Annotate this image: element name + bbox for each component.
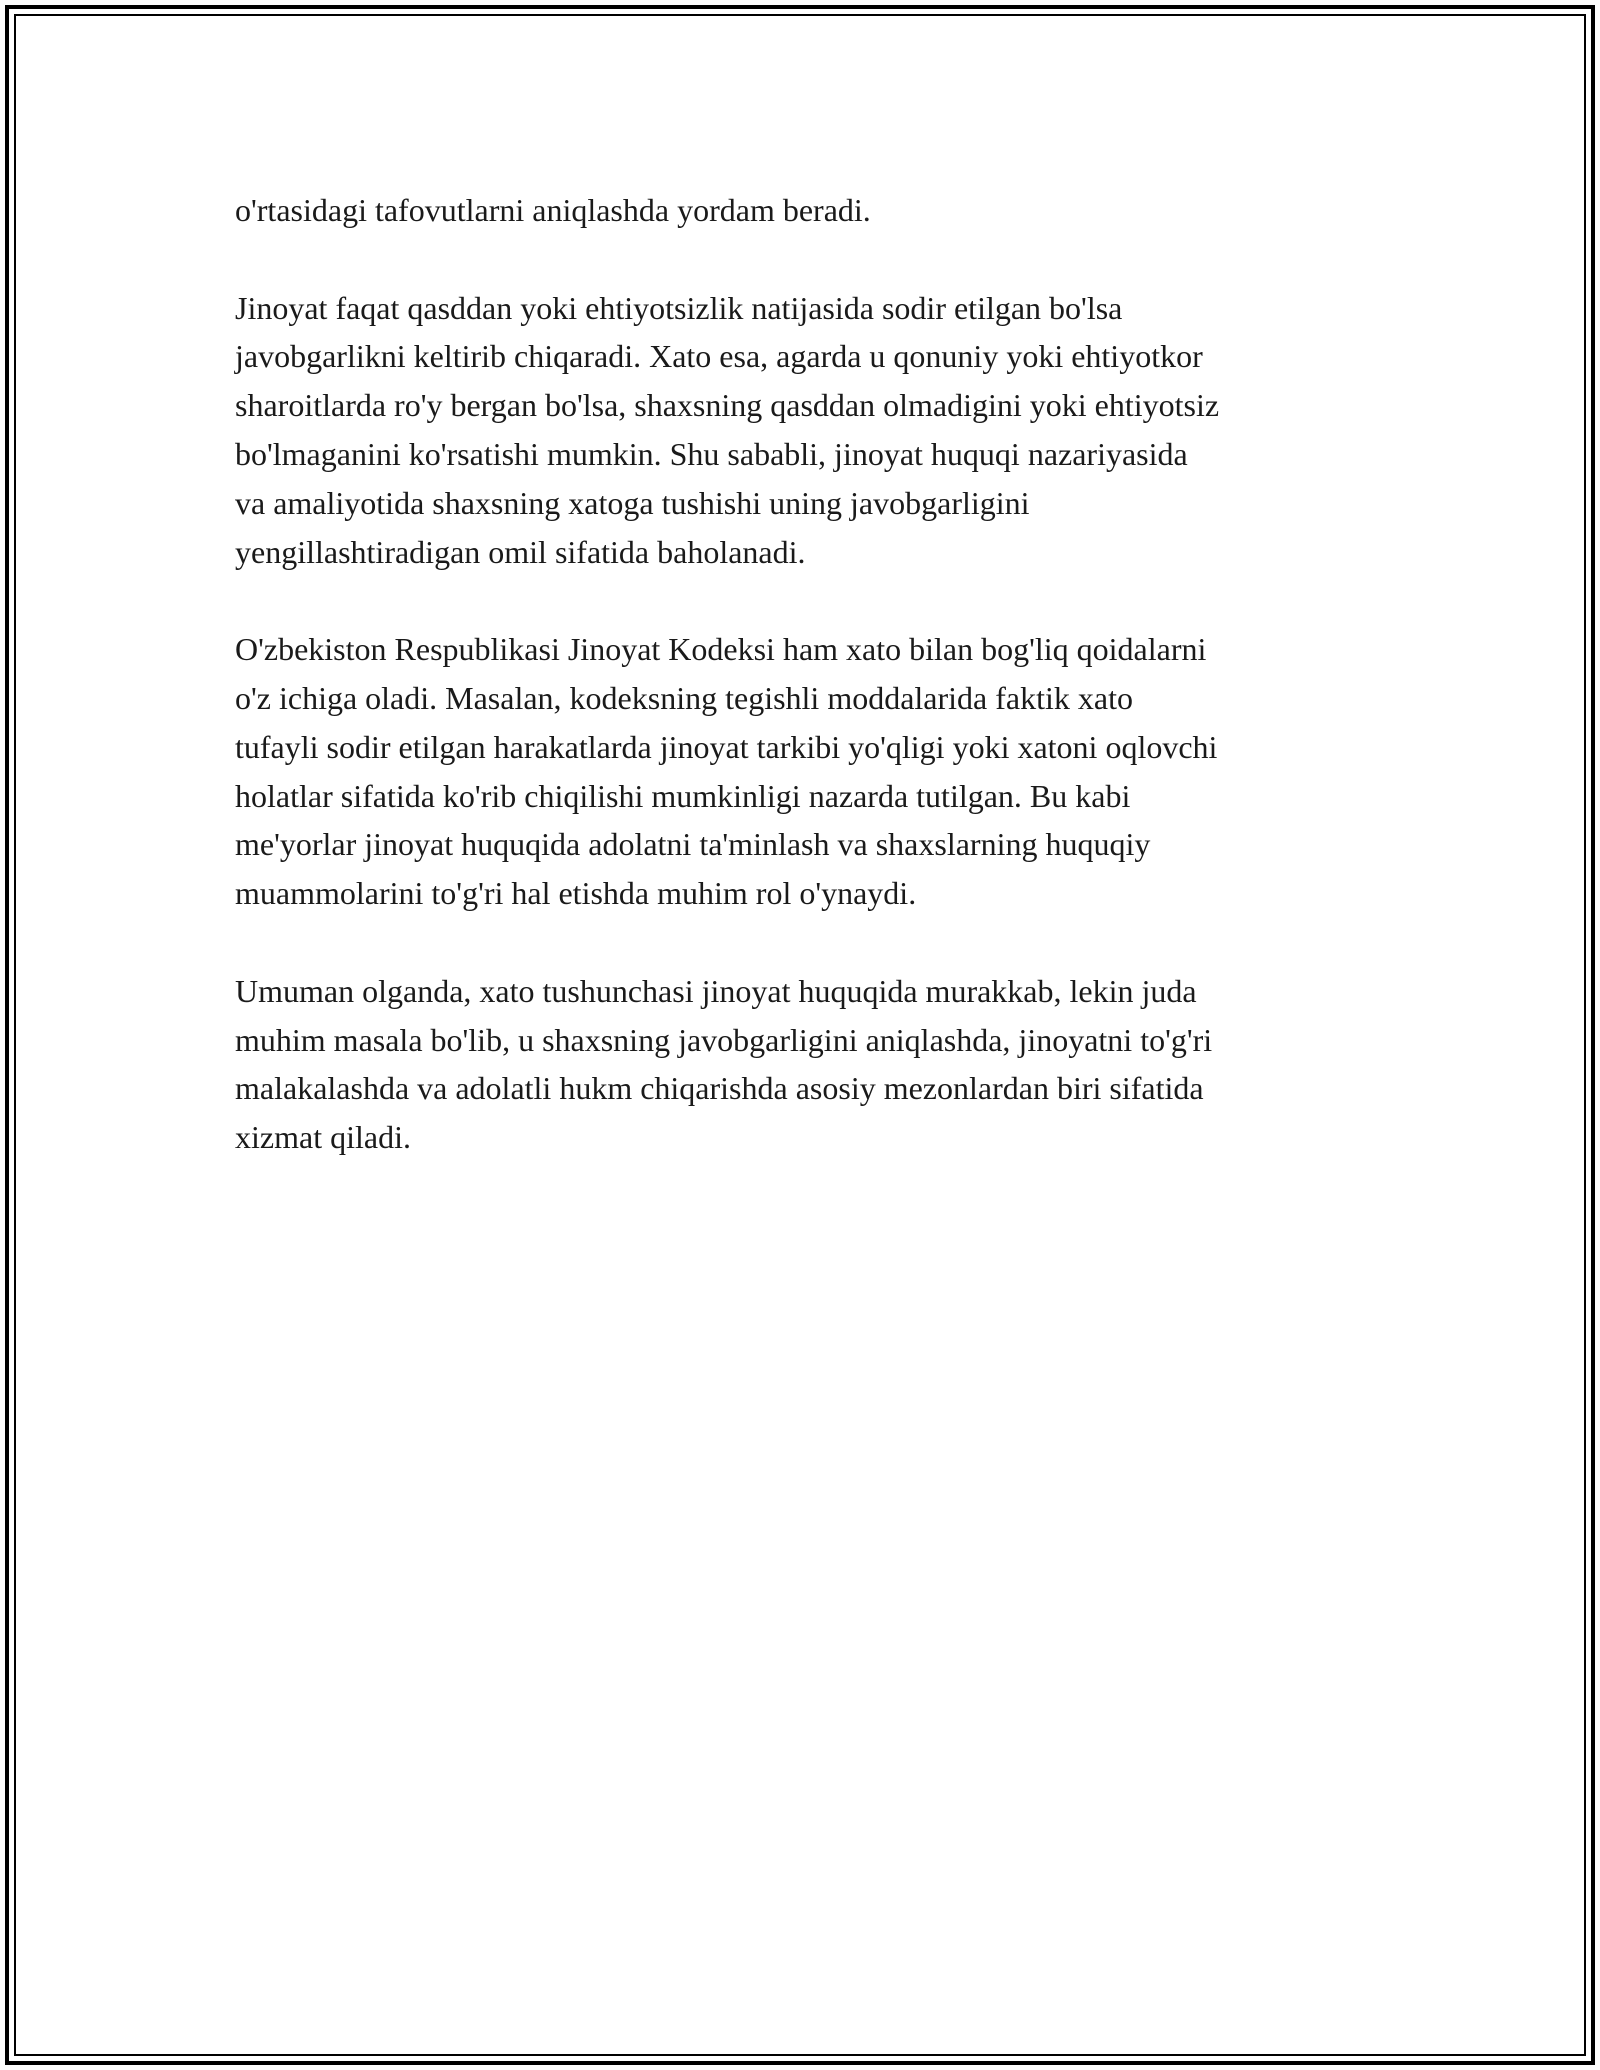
paragraph-conclusion: Umuman olganda, xato tushunchasi jinoyat huquqida murakkab, lekin juda muhim masala bo'lib, u shaxsning javobgarligini aniqlashda, jinoyatni to'g'ri malakalashda va adolatli hukm chiqarishda asosiy mezonlardan biri sifatida xizmat qiladi. [235,972,1213,1156]
document-body [235,186,1375,1211]
paragraph-continuation: o'rtasidagi tafovutlarni aniqlashda yordam beradi. [235,192,871,228]
paragraph-criminal-code: O'zbekiston Respublikasi Jinoyat Kodeksi ham xato bilan bog'liq qoidalarni o'z ichiga oladi. Masalan, kodeksning tegishli moddalarida faktik xato tufayli sodir etilgan harakatlarda jinoyat tarkibi yo'qligi yoki xatoni oqlovchi holatlar sifatida ko'rib chiqilishi mumkinligi nazarda tutilgan. Bu kabi me'yorlar jinoyat huquqida adolatni ta'minlash va shaxslarning huquqiy muammolarini to'g'ri hal etishda muhim rol o'ynaydi. [235,631,1218,912]
paragraph-liability: Jinoyat faqat qasddan yoki ehtiyotsizlik natijasida sodir etilgan bo'lsa javobgarlikni keltirib chiqaradi. Xato esa, agarda u qonuniy yoki ehtiyotkor sharoitlarda ro'y bergan bo'lsa, shaxsning qasddan olmadigini yoki ehtiyotsiz bo'lmaganini ko'rsatishi mumkin. Shu sababli, jinoyat huquqi nazariyasida va amaliyotida shaxsning xatoga tushishi uning javobgarligini yengillashtiradigan omil sifatida baholanadi. [235,289,1220,570]
